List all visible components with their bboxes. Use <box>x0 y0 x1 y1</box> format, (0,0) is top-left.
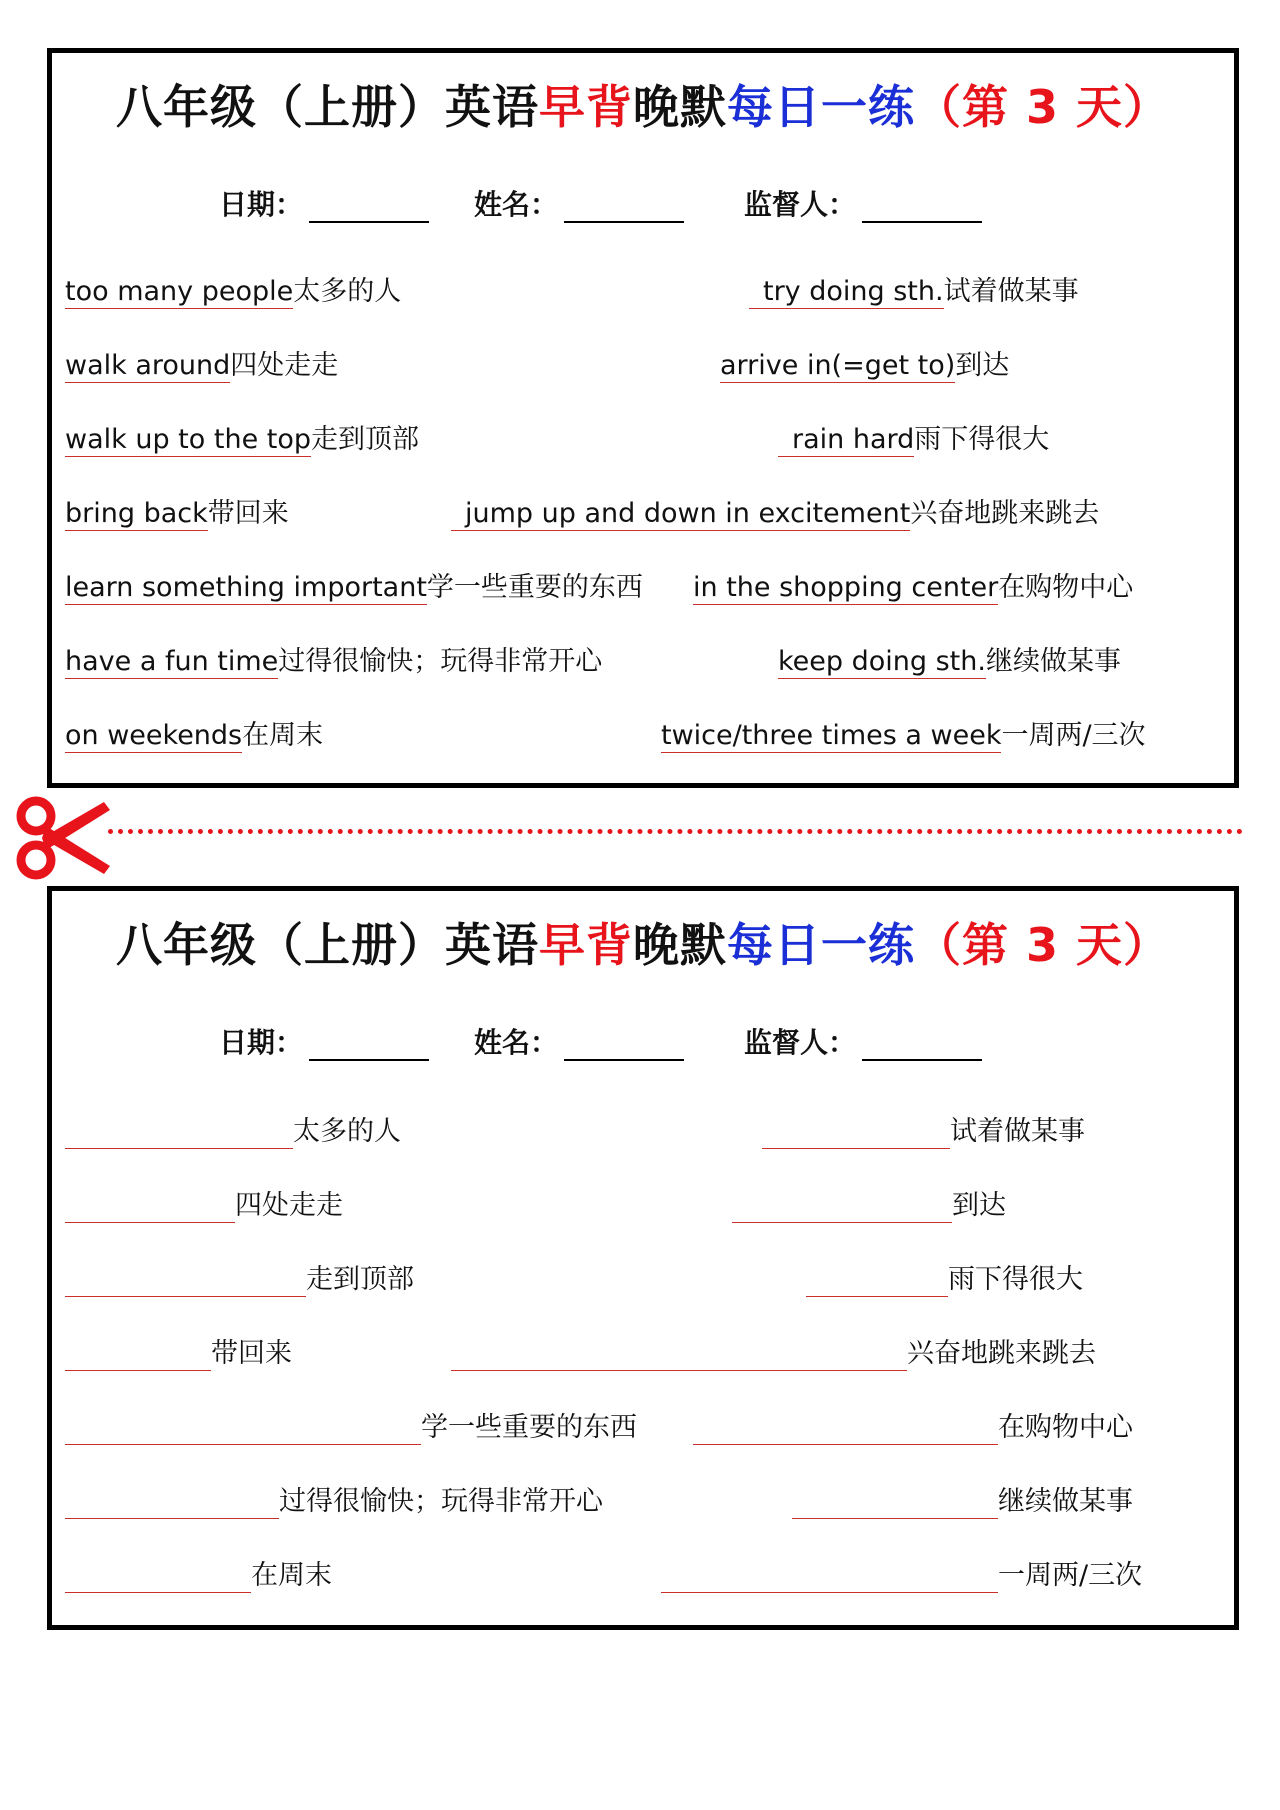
phrase-cn: 一周两/三次 <box>998 1560 1143 1591</box>
blank-row <box>661 1559 1142 1593</box>
phrase-cn: 走到顶部 <box>311 424 420 455</box>
answer-blank[interactable] <box>65 1416 421 1445</box>
answer-blank[interactable] <box>732 1194 952 1223</box>
phrase-row <box>749 275 1079 309</box>
title-part-daily: 每日一练 <box>726 80 915 134</box>
name-label: 姓名： <box>474 188 559 221</box>
dotted-cut-line <box>108 829 1243 834</box>
phrase-row <box>65 423 419 457</box>
phrase-cn: 太多的人 <box>293 1116 401 1147</box>
phrase-row <box>661 719 1146 753</box>
phrase-cn: 兴奋地跳来跳去 <box>907 1338 1096 1369</box>
blank-row <box>732 1189 1006 1223</box>
blank-row <box>65 1485 603 1519</box>
phrase-en: walk up to the top <box>65 424 312 455</box>
answer-blank[interactable] <box>792 1490 998 1519</box>
date-blank[interactable] <box>309 195 429 223</box>
phrase-cn: 一周两/三次 <box>1001 720 1146 751</box>
scissors-icon <box>10 792 115 884</box>
phrase-row <box>65 719 323 753</box>
phrase-cn: 在周末 <box>242 720 324 751</box>
answer-blank[interactable] <box>65 1194 235 1223</box>
practice-card-blanks <box>47 886 1239 1630</box>
title-part-day: （第 3 天） <box>914 918 1171 972</box>
answer-blank[interactable] <box>65 1268 306 1297</box>
phrase-en: too many people <box>65 276 294 307</box>
title-part-evening: 晚默 <box>632 80 727 134</box>
phrase-row <box>778 423 1049 457</box>
answer-blank[interactable] <box>65 1564 251 1593</box>
date-blank[interactable] <box>309 1033 429 1061</box>
phrase-cn: 学一些重要的东西 <box>421 1412 637 1443</box>
date-field <box>219 1021 429 1061</box>
blank-row <box>451 1337 1096 1371</box>
blank-row <box>65 1559 332 1593</box>
phrase-cn: 试着做某事 <box>943 276 1079 307</box>
phrase-row <box>451 497 1099 531</box>
phrase-cn: 过得很愉快；玩得非常开心 <box>279 1486 603 1517</box>
blank-row <box>65 1337 292 1371</box>
date-label: 日期： <box>219 1026 304 1059</box>
name-field <box>474 183 684 223</box>
phrase-row <box>65 349 338 383</box>
phrase-en: bring back <box>65 498 208 529</box>
title-part-day: （第 3 天） <box>914 80 1171 134</box>
phrase-cn: 带回来 <box>207 498 289 529</box>
blank-row <box>806 1263 1083 1297</box>
title-part-daily: 每日一练 <box>726 918 915 972</box>
answer-blank[interactable] <box>65 1342 211 1371</box>
phrase-en: in the shopping center <box>693 572 999 603</box>
phrase-en: on weekends <box>65 720 243 751</box>
phrase-en: try doing sth. <box>749 276 944 309</box>
answer-blank[interactable] <box>762 1120 950 1149</box>
blank-row <box>762 1115 1085 1149</box>
answer-blank[interactable] <box>65 1120 293 1149</box>
name-blank[interactable] <box>564 1033 684 1061</box>
supervisor-blank[interactable] <box>862 195 982 223</box>
phrase-row <box>65 571 643 605</box>
phrase-cn: 到达 <box>952 1190 1006 1221</box>
title-part-morning: 早背 <box>538 918 633 972</box>
phrase-cn: 雨下得很大 <box>914 424 1050 455</box>
answer-blank[interactable] <box>806 1268 948 1297</box>
phrase-cn: 在购物中心 <box>998 1412 1133 1443</box>
phrase-cn: 兴奋地跳来跳去 <box>910 498 1100 529</box>
phrase-cn: 在周末 <box>251 1560 332 1591</box>
supervisor-label: 监督人： <box>744 188 857 221</box>
phrase-row <box>65 275 401 309</box>
phrase-cn: 四处走走 <box>235 1190 343 1221</box>
phrase-en: walk around <box>65 350 231 381</box>
phrase-en: learn something important <box>65 572 427 603</box>
answer-blank[interactable] <box>661 1564 998 1593</box>
answer-blank[interactable] <box>65 1490 279 1519</box>
phrase-cn: 雨下得很大 <box>948 1264 1083 1295</box>
name-field <box>474 1021 684 1061</box>
phrase-cn: 四处走走 <box>230 350 339 381</box>
phrase-row <box>693 571 1133 605</box>
phrase-cn: 继续做某事 <box>985 646 1121 677</box>
date-label: 日期： <box>219 188 304 221</box>
phrase-row <box>65 645 602 679</box>
blank-row <box>65 1115 401 1149</box>
phrase-en: keep doing sth. <box>778 646 986 677</box>
title-part-grade: 八年级（上册）英语 <box>115 80 539 134</box>
phrase-cn: 走到顶部 <box>306 1264 414 1295</box>
phrase-en: have a fun time <box>65 646 279 677</box>
phrase-cn: 继续做某事 <box>998 1486 1133 1517</box>
phrase-cn: 到达 <box>955 350 1010 381</box>
name-blank[interactable] <box>564 195 684 223</box>
answer-blank[interactable] <box>451 1342 907 1371</box>
phrase-cn: 太多的人 <box>293 276 402 307</box>
title-part-grade: 八年级（上册）英语 <box>115 918 539 972</box>
phrase-cn: 带回来 <box>211 1338 292 1369</box>
phrase-cn: 过得很愉快；玩得非常开心 <box>278 646 603 677</box>
name-label: 姓名： <box>474 1026 559 1059</box>
phrase-row <box>778 645 1121 679</box>
answer-blank[interactable] <box>693 1416 998 1445</box>
phrase-row <box>65 497 289 531</box>
supervisor-label: 监督人： <box>744 1026 857 1059</box>
supervisor-blank[interactable] <box>862 1033 982 1061</box>
practice-card-answers <box>47 48 1239 788</box>
phrase-en: jump up and down in excitement <box>451 498 910 531</box>
title-part-morning: 早背 <box>538 80 633 134</box>
phrase-cn: 试着做某事 <box>950 1116 1085 1147</box>
cut-line <box>0 792 1280 884</box>
phrase-cn: 在购物中心 <box>998 572 1134 603</box>
blank-row <box>693 1411 1133 1445</box>
blank-row <box>792 1485 1133 1519</box>
supervisor-field <box>744 183 982 223</box>
card-title <box>52 909 1234 975</box>
card-title <box>52 71 1234 137</box>
blank-row <box>65 1263 414 1297</box>
phrase-row <box>720 349 1009 383</box>
blank-row <box>65 1411 637 1445</box>
phrase-cn: 学一些重要的东西 <box>426 572 643 603</box>
date-field <box>219 183 429 223</box>
supervisor-field <box>744 1021 982 1061</box>
phrase-en: twice/three times a week <box>661 720 1002 751</box>
blank-row <box>65 1189 343 1223</box>
phrase-en: arrive in(=get to) <box>720 350 956 381</box>
title-part-evening: 晚默 <box>632 918 727 972</box>
phrase-en: rain hard <box>778 424 914 457</box>
